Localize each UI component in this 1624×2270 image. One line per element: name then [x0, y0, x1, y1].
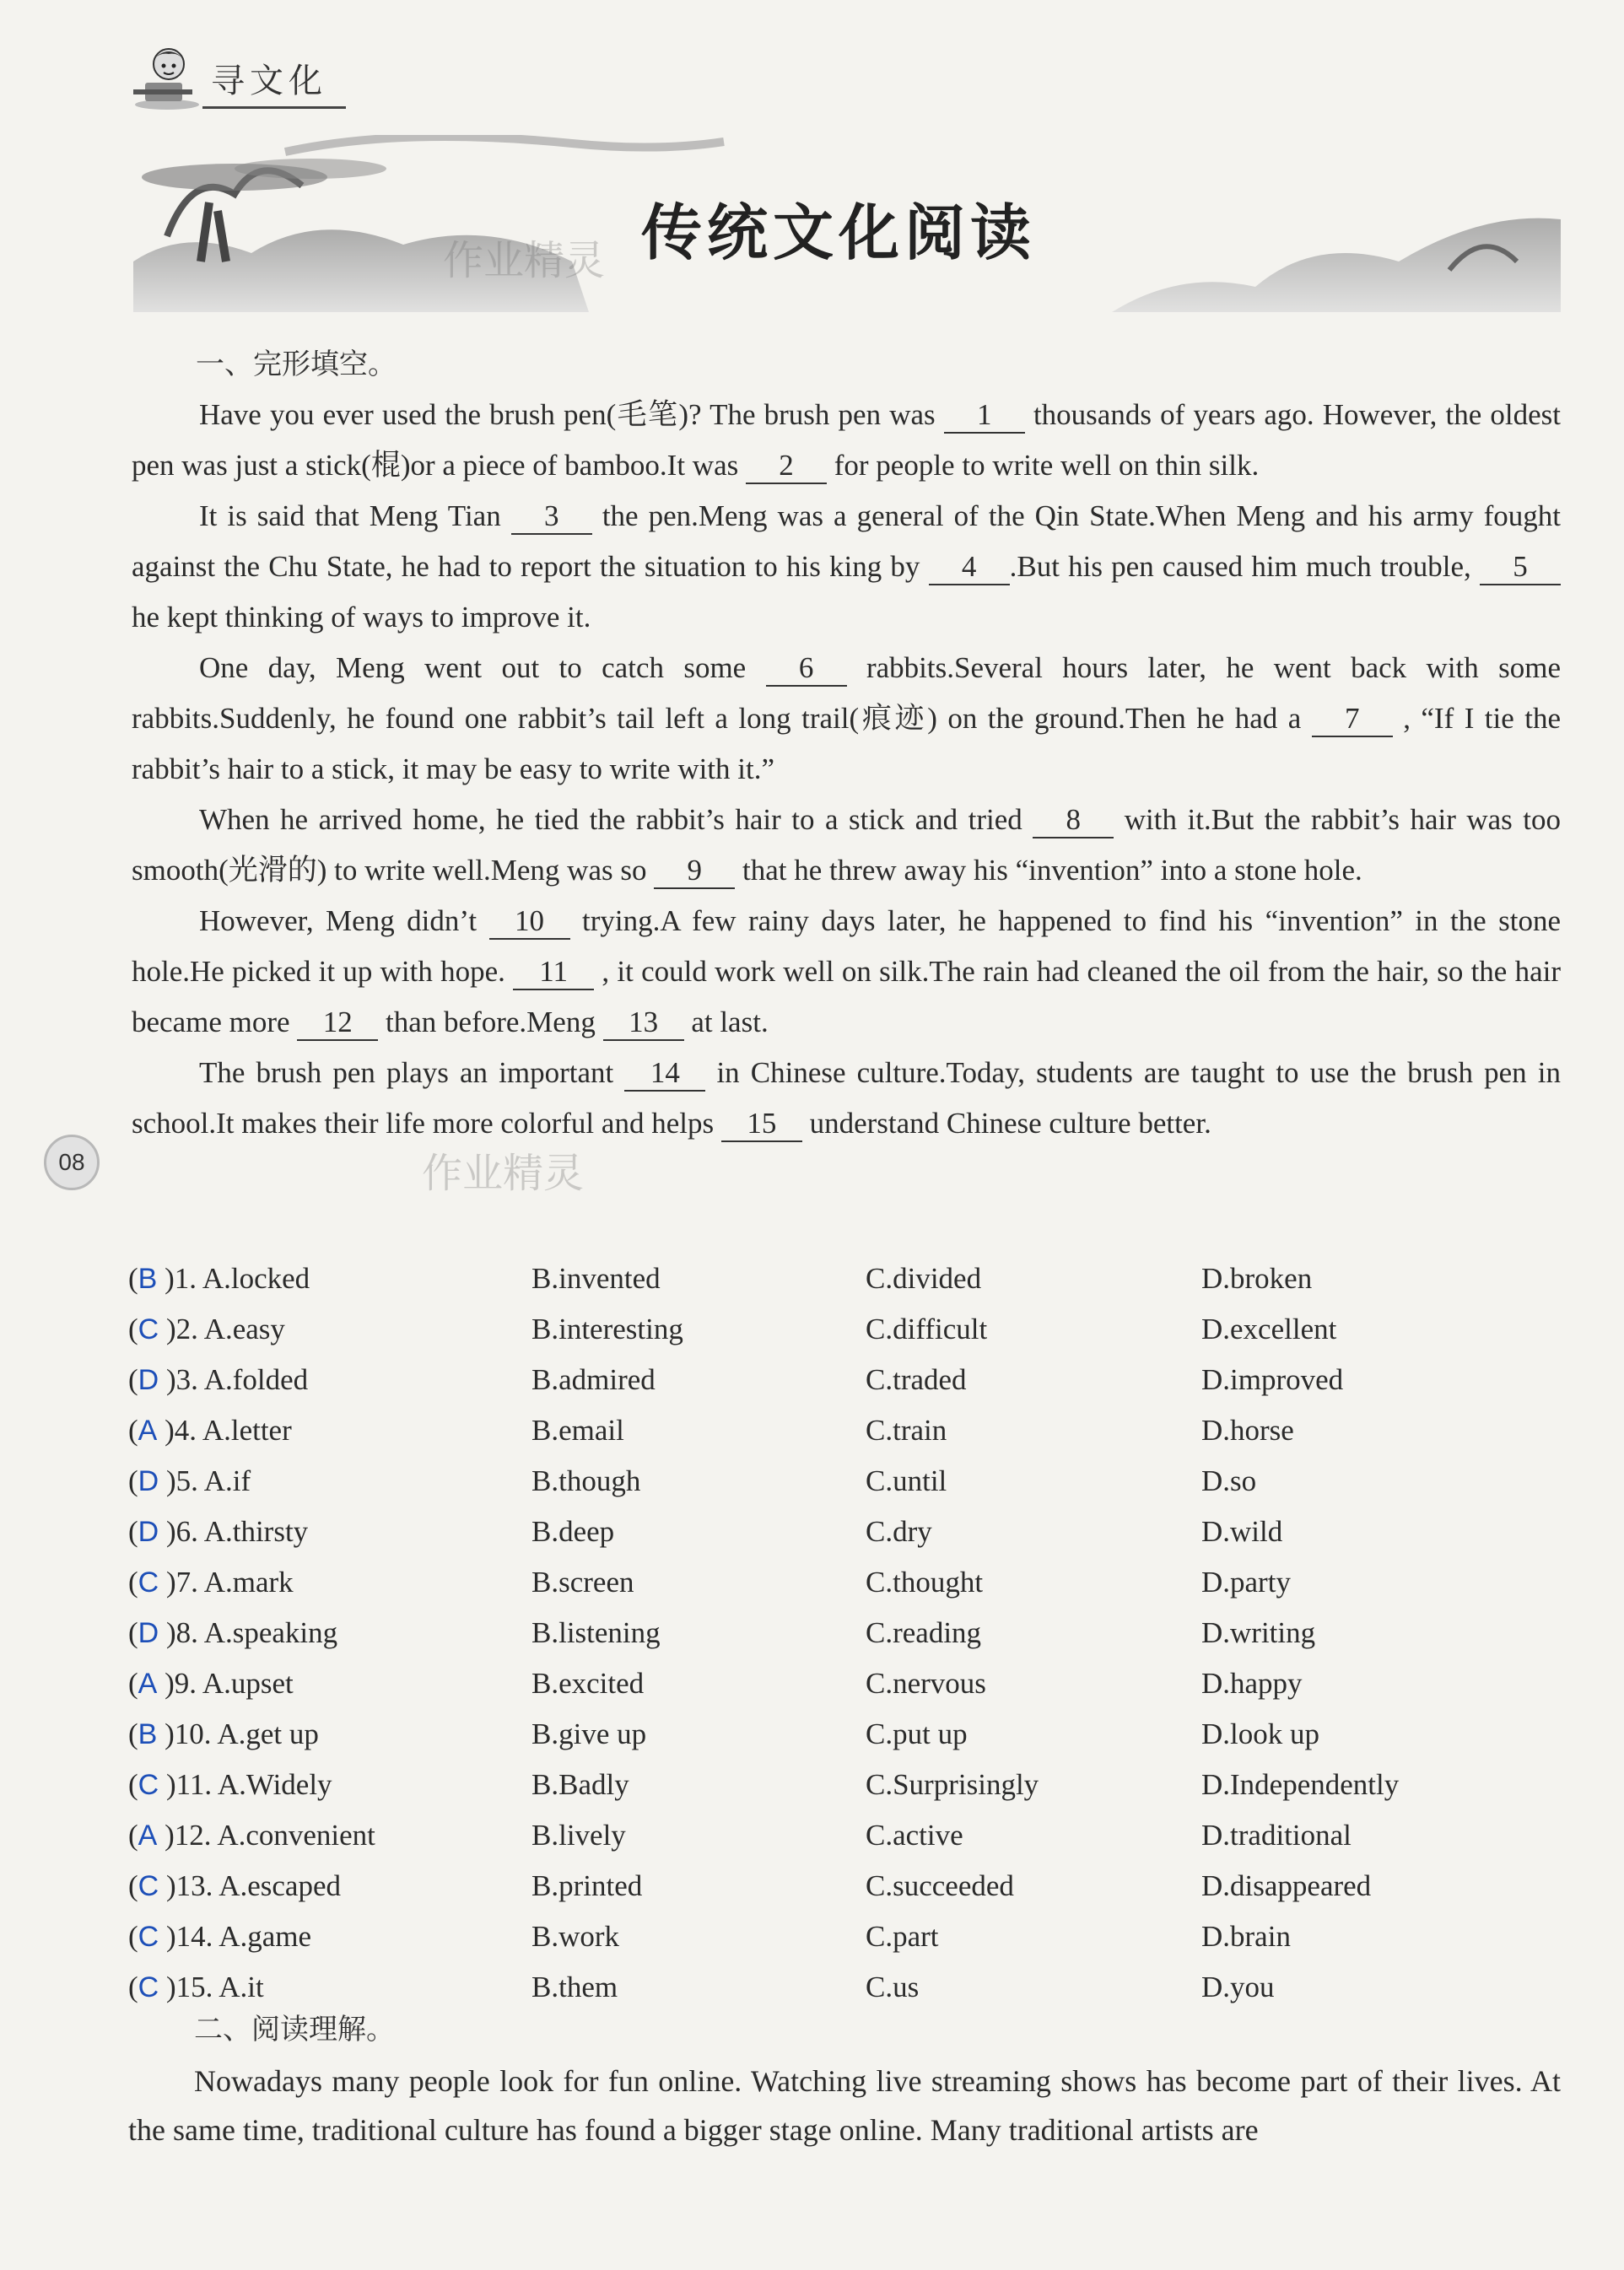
answer-mark: C — [138, 1769, 159, 1801]
option-a: (C )7. A.mark — [128, 1566, 294, 1599]
blank: 2 — [746, 449, 827, 484]
paragraph: Have you ever used the brush pen(毛笔)? The brush pen was 1 thousands of years ago. However, the oldest pen was just a stick(棍)or a piece of bamboo.It was 2 for people to write well on thin silk. — [132, 390, 1561, 491]
question-row — [128, 1709, 1562, 1760]
answer-mark: A — [138, 1415, 158, 1447]
paragraph: Nowadays many people look for fun online. Watching live streaming shows has become part of their lives. At the same time, traditional culture has found a bigger stage online. Many traditional artists are — [128, 2064, 1561, 2147]
reading-kid-icon — [133, 44, 209, 111]
option-a: (C )11. A.Widely — [128, 1768, 332, 1801]
blank: 6 — [766, 651, 847, 687]
option-d: D.party — [1201, 1566, 1291, 1599]
option-b: B.screen — [531, 1566, 634, 1599]
question-row — [128, 1608, 1562, 1658]
watermark: 作业精灵 — [443, 237, 606, 284]
blank: 5 — [1480, 550, 1561, 585]
option-b: B.listening — [531, 1616, 661, 1649]
option-d: D.broken — [1201, 1262, 1313, 1295]
option-d: D.disappeared — [1201, 1869, 1372, 1902]
paragraph: The brush pen plays an important 14 in Chinese culture.Today, students are taught to use the brush pen in school.It makes their life more colorful and helps 15 understand Chinese culture better. — [132, 1048, 1561, 1149]
option-c: C.us — [866, 1971, 920, 2003]
title-underline — [202, 106, 346, 109]
option-a: (A )12. A.convenient — [128, 1819, 375, 1852]
paragraph: One day, Meng went out to catch some 6 rabbits.Several hours later, he went back with some rabbits.Suddenly, he found one rabbit’s tail left a long trail(痕迹) on the ground.Then he had a 7 , “If I tie the rabbit’s hair to a stick, it may be easy to write with it.” — [132, 651, 1562, 785]
answer-mark: D — [138, 1465, 159, 1497]
option-c: C.until — [866, 1464, 947, 1497]
option-b: B.give up — [531, 1717, 647, 1750]
option-b: B.interesting — [531, 1313, 683, 1345]
option-c: C.reading — [866, 1616, 982, 1649]
watermark: 作业精灵 — [422, 1150, 585, 1197]
option-a: (A )4. A.letter — [128, 1414, 292, 1447]
option-d: D.excellent — [1201, 1313, 1337, 1345]
blank: 13 — [603, 1006, 684, 1041]
option-b: B.them — [531, 1971, 618, 2003]
option-c: C.nervous — [866, 1667, 986, 1700]
option-d: D.writing — [1201, 1616, 1316, 1649]
blank: 10 — [489, 904, 570, 940]
cloze-passage — [132, 390, 1561, 1149]
paragraph: It is said that Meng Tian 3 the pen.Meng was a general of the Qin State.When Meng and his army fought against the Chu State, he had to report the situation to his king by 4 .But his pen caused him much trouble, 5 he kept thinking of ways to improve it. — [132, 499, 1562, 634]
option-c: C.divided — [866, 1262, 982, 1295]
option-c: C.thought — [866, 1566, 984, 1599]
options-list — [128, 1254, 1562, 2013]
option-c: C.dry — [866, 1515, 932, 1548]
question-row — [128, 1557, 1562, 1608]
option-d: D.so — [1201, 1464, 1257, 1497]
option-d: D.Independently — [1201, 1768, 1400, 1801]
question-row — [128, 1810, 1562, 1861]
option-d: D.happy — [1201, 1667, 1303, 1700]
question-row — [128, 1304, 1562, 1355]
answer-mark: C — [138, 1971, 159, 2003]
blank: 11 — [513, 955, 594, 990]
blank: 8 — [1033, 803, 1114, 838]
option-c: C.difficult — [866, 1313, 988, 1345]
question-row — [128, 1658, 1562, 1709]
option-b: B.work — [531, 1920, 620, 1953]
option-c: C.traded — [866, 1363, 967, 1396]
answer-mark: B — [138, 1263, 158, 1295]
answer-mark: C — [138, 1921, 159, 1953]
blank: 1 — [944, 398, 1025, 434]
blank: 9 — [654, 854, 735, 889]
question-row — [128, 1861, 1562, 1911]
option-d: D.look up — [1201, 1717, 1319, 1750]
section-heading-cloze: 一、完形填空。 — [196, 348, 397, 381]
option-c: C.train — [866, 1414, 947, 1447]
option-b: B.invented — [531, 1262, 661, 1295]
reading-passage — [128, 2057, 1561, 2154]
answer-mark: A — [138, 1668, 158, 1700]
question-row — [128, 1355, 1562, 1405]
option-b: B.lively — [531, 1819, 626, 1852]
option-a: (C )2. A.easy — [128, 1313, 285, 1345]
option-b: B.printed — [531, 1869, 643, 1902]
question-row — [128, 1405, 1562, 1456]
option-d: D.brain — [1201, 1920, 1291, 1953]
option-c: C.part — [866, 1920, 939, 1953]
option-a: (D )8. A.speaking — [128, 1616, 338, 1649]
option-a: (C )13. A.escaped — [128, 1869, 341, 1902]
option-c: C.Surprisingly — [866, 1768, 1039, 1801]
question-row — [128, 1254, 1562, 1304]
option-a: (C )14. A.game — [128, 1920, 312, 1953]
answer-mark: C — [138, 1566, 159, 1599]
answer-mark: C — [138, 1313, 159, 1345]
answer-mark: D — [138, 1617, 159, 1649]
question-row — [128, 1760, 1562, 1810]
option-a: (D )5. A.if — [128, 1464, 251, 1497]
option-d: D.horse — [1201, 1414, 1294, 1447]
column-title: 寻文化 — [211, 62, 327, 100]
option-b: B.Badly — [531, 1768, 629, 1801]
blank: 3 — [511, 499, 592, 535]
blank: 12 — [297, 1006, 378, 1041]
answer-mark: D — [138, 1516, 159, 1548]
paragraph: However, Meng didn’t 10 trying.A few rainy days later, he happened to find his “invention” in the stone hole.He picked it up with hope. 11 , it could work well on silk.The rain had cleaned the oil from the hair, so the hair became more 12 than before.Meng 13 at last. — [132, 896, 1561, 1048]
option-b: B.admired — [531, 1363, 656, 1396]
question-row — [128, 1911, 1562, 1962]
question-row — [128, 1456, 1562, 1507]
blank: 15 — [721, 1107, 802, 1142]
question-row — [128, 1962, 1562, 2013]
blank: 4 — [929, 550, 1010, 585]
paragraph: When he arrived home, he tied the rabbit’s hair to a stick and tried 8 with it.But the rabbit’s hair was too smooth(光滑的) to write well.Meng was so 9 that he threw away his “invention” into a stone hole. — [132, 795, 1561, 896]
banner-title: 传统文化阅读 — [641, 197, 1037, 268]
option-a: (C )15. A.it — [128, 1971, 264, 2003]
option-b: B.email — [531, 1414, 624, 1447]
section-heading-reading: 二、阅读理解。 — [194, 2013, 395, 2046]
option-d: D.wild — [1201, 1515, 1283, 1548]
option-d: D.traditional — [1201, 1819, 1352, 1852]
option-a: (D )6. A.thirsty — [128, 1515, 309, 1548]
answer-mark: B — [138, 1718, 158, 1750]
question-row — [128, 1507, 1562, 1557]
answer-mark: D — [138, 1364, 159, 1396]
option-d: D.you — [1201, 1971, 1275, 2003]
option-a: (A )9. A.upset — [128, 1667, 294, 1700]
option-c: C.active — [866, 1819, 963, 1852]
option-a: (B )1. A.locked — [128, 1262, 310, 1295]
option-b: B.excited — [531, 1667, 645, 1700]
blank: 14 — [624, 1056, 705, 1092]
page-number: 08 — [44, 1135, 100, 1190]
option-c: C.put up — [866, 1717, 968, 1750]
option-b: B.deep — [531, 1515, 615, 1548]
option-c: C.succeeded — [866, 1869, 1014, 1902]
option-a: (B )10. A.get up — [128, 1717, 319, 1750]
answer-mark: A — [138, 1820, 158, 1852]
option-d: D.improved — [1201, 1363, 1344, 1396]
blank: 7 — [1312, 702, 1393, 737]
option-a: (D )3. A.folded — [128, 1363, 309, 1396]
option-b: B.though — [531, 1464, 641, 1497]
answer-mark: C — [138, 1870, 159, 1902]
